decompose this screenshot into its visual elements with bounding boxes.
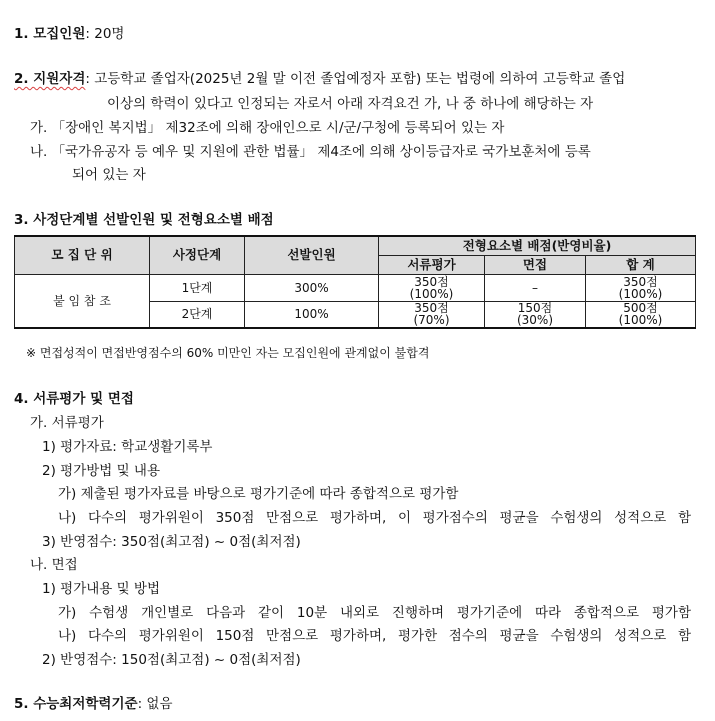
header-doc: 서류평가 <box>379 255 485 274</box>
table-note: ※ 면접성적이 면접반영점수의 60% 미만인 자는 모집인원에 관계없이 불합격 <box>26 346 430 360</box>
interview-method-a: 가) 수험생 개인별로 다음과 같이 10분 내외로 진행하며 평가기준에 따라 종합적으로 평가함 <box>58 605 691 621</box>
stage-cell: 1단계 <box>150 274 245 301</box>
header-score-group: 전형요소별 배점(반영비율) <box>379 236 696 255</box>
section-csat-minimum <box>14 692 172 712</box>
total-cell: 500점 (100%) <box>586 301 696 328</box>
interview-title: 나. 면접 <box>30 557 78 573</box>
eligibility-item-na: 나. 「국가유공자 등 예우 및 지원에 관한 법률」 제4조에 의해 상이등급자로 국가보훈처에 등록 <box>30 144 591 160</box>
section-eligibility <box>14 67 625 87</box>
doc-eval-score: 3) 반영점수: 350점(최고점) ~ 0점(최저점) <box>42 534 301 550</box>
section-1-value: : 20명 <box>85 26 125 42</box>
section-4-title: 4. 서류평가 및 면접 <box>14 391 134 407</box>
section-recruitment-count <box>14 22 124 42</box>
total-cell: 350점 (100%) <box>586 274 696 301</box>
selected-cell: 100% <box>245 301 379 328</box>
section-5-label: 5. 수능최저학력기준 <box>14 696 138 712</box>
doc-cell: 350점 (70%) <box>379 301 485 328</box>
header-unit: 모 집 단 위 <box>15 236 150 274</box>
stage-cell: 2단계 <box>150 301 245 328</box>
section-5-value: : 없음 <box>137 696 173 712</box>
interview-cell: – <box>485 274 586 301</box>
doc-eval-method: 2) 평가방법 및 내용 <box>42 463 161 479</box>
table-row <box>15 274 696 301</box>
section-2-label: 2. 지원자격 <box>14 71 86 87</box>
eligibility-item-ga: 가. 「장애인 복지법」 제32조에 의해 장애인으로 시/군/구청에 등록되어 있는 자 <box>30 120 505 136</box>
header-stage: 사정단계 <box>150 236 245 274</box>
interview-method-b: 나) 다수의 평가위원이 150점 만점으로 평가하며, 평가한 점수의 평균을 수험생의 성적으로 함 <box>58 628 691 644</box>
interview-cell: 150점 (30%) <box>485 301 586 328</box>
section-2-line2: 이상의 학력이 있다고 인정되는 자로서 아래 자격요건 가, 나 중 하나에 해당하는 자 <box>107 96 594 112</box>
doc-eval-method-a: 가) 제출된 평가자료를 바탕으로 평가기준에 따라 종합적으로 평가함 <box>58 486 459 502</box>
selected-cell: 300% <box>245 274 379 301</box>
header-total: 합 계 <box>586 255 696 274</box>
doc-eval-method-b: 나) 다수의 평가위원이 350점 만점으로 평가하며, 이 평가점수의 평균을 수험생의 성적으로 함 <box>58 510 691 526</box>
doc-eval-title: 가. 서류평가 <box>30 415 104 431</box>
doc-eval-material: 1) 평가자료: 학교생활기록부 <box>42 439 213 455</box>
header-interview: 면접 <box>485 255 586 274</box>
interview-method: 1) 평가내용 및 방법 <box>42 581 161 597</box>
section-2-line1: : 고등학교 졸업자(2025년 2월 말 이전 졸업예정자 포함) 또는 법령에 의하여 고등학교 졸업 <box>85 71 626 87</box>
eligibility-item-na-cont: 되어 있는 자 <box>72 167 146 183</box>
unit-cell: 붙 임 참 조 <box>15 274 150 328</box>
selection-table <box>14 235 696 329</box>
doc-cell: 350점 (100%) <box>379 274 485 301</box>
header-selected: 선발인원 <box>245 236 379 274</box>
section-1-label: 1. 모집인원 <box>14 26 86 42</box>
section-3-title: 3. 사정단계별 선발인원 및 전형요소별 배점 <box>14 212 274 228</box>
interview-score: 2) 반영점수: 150점(최고점) ~ 0점(최저점) <box>42 652 301 668</box>
